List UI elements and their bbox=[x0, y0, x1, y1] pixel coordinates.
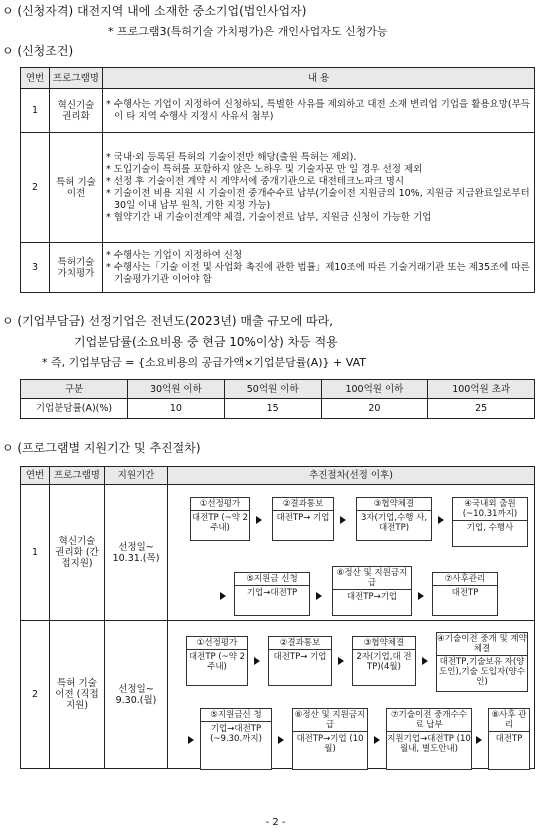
proc-row-no: 2 bbox=[21, 621, 50, 769]
burden-cell: 10 bbox=[128, 399, 225, 419]
proc-row-program: 특허 기술이전 (직접지원) bbox=[50, 621, 105, 769]
flow-step bbox=[332, 566, 412, 616]
flow-step bbox=[356, 497, 432, 541]
condition-item: * 기술이전 비용 지원 시 기술이전 중개수수료 납부(기술이전 지원금의 10%, 지원금 지급완료일로부터 30일 이내 납부 원칙, 기한 지정 가능) bbox=[106, 187, 530, 211]
flow-step-title: ⑦기술이전 중개수수료 납부 bbox=[387, 709, 471, 732]
flow-step bbox=[292, 708, 368, 770]
burden-line-2: 기업분담률(소요비용 중 현금 10%이상) 차등 적용 bbox=[74, 335, 338, 349]
proc-header-program: 프로그램명 bbox=[50, 467, 105, 485]
proc-row-program: 혁신기술 권리화 (간접지원) bbox=[50, 485, 105, 621]
flow-step-body: 대전TP,기술보유 자(양도인),기술 도입자(양수인) bbox=[439, 657, 525, 687]
burden-cell: 20 bbox=[321, 399, 428, 419]
flow-step bbox=[432, 572, 498, 616]
col-header-content: 내 용 bbox=[103, 68, 535, 89]
arrow-right-icon bbox=[338, 657, 344, 665]
eligibility-line: ㅇ (신청자격) 대전지역 내에 소재한 중소기업(법인사업자) bbox=[2, 4, 307, 18]
proc-row-no: 1 bbox=[21, 485, 50, 621]
proc-header-steps: 추진절차(선정 이후) bbox=[168, 467, 535, 485]
arrow-right-icon bbox=[316, 592, 322, 600]
row-program: 특허 기술이전 bbox=[50, 133, 103, 243]
flow-step-title: ⑥정산 및 지원금지급 bbox=[333, 567, 411, 590]
flow-step-body: 대전TP→기업 (10월) bbox=[296, 734, 364, 754]
arrow-right-icon bbox=[256, 516, 262, 524]
burden-table bbox=[20, 379, 535, 419]
proc-row-period: 선정일~ 9.30.(월) bbox=[105, 621, 168, 769]
flow-step-body: 대전TP (~약 2주내) bbox=[191, 513, 249, 533]
burden-header: 50억원 이하 bbox=[224, 380, 321, 399]
col-header-program: 프로그램명 bbox=[50, 68, 103, 89]
arrow-right-icon bbox=[278, 736, 284, 744]
flow-step bbox=[386, 708, 472, 770]
arrow-right-icon bbox=[374, 736, 380, 744]
conditions-table bbox=[20, 67, 535, 293]
conditions-heading: ㅇ (신청조건) bbox=[2, 44, 74, 58]
procedure-heading: ㅇ (프로그램별 지원기간 및 추진절차) bbox=[2, 441, 201, 455]
flow-step bbox=[452, 497, 528, 547]
flow-step-body: 대전TP (~약 2주내) bbox=[188, 652, 246, 672]
flow-step-body: 대전TP bbox=[451, 588, 479, 598]
flow-step-title: ⑦사후관리 bbox=[433, 573, 497, 586]
flow-step-title: ⑤지원금 신청 bbox=[235, 573, 309, 586]
flow-step-body: 대전TP→ 기업 bbox=[273, 652, 327, 662]
arrow-right-icon bbox=[188, 736, 194, 744]
flow-step-body: 기업, 수행사 bbox=[466, 523, 514, 533]
row-content bbox=[103, 243, 535, 293]
flow-step bbox=[186, 636, 248, 686]
flow-step-title: ⑥정산 및 지원금지급 bbox=[294, 710, 366, 730]
burden-formula: * 즉, 기업부담금 = {소요비용의 공급가액×기업분담률(A)} + VAT bbox=[42, 356, 366, 369]
arrow-right-icon bbox=[418, 592, 424, 600]
flow-step bbox=[268, 636, 332, 686]
burden-header: 구분 bbox=[21, 380, 128, 399]
arrow-right-icon bbox=[254, 657, 260, 665]
burden-header: 100억원 이하 bbox=[321, 380, 428, 399]
flow-step bbox=[234, 572, 310, 616]
condition-item: * 협약기간 내 기술이전계약 체결, 기술이전료 납부, 지원금 신청이 가능한 기업 bbox=[106, 211, 432, 223]
row-no: 2 bbox=[21, 133, 50, 243]
flow-step bbox=[488, 708, 530, 770]
proc-row-period: 선정일~ 10.31.(목) bbox=[105, 485, 168, 621]
flow-step-body: 대전TP→기업 bbox=[346, 592, 398, 602]
proc-header-period: 지원기간 bbox=[105, 467, 168, 485]
flow-step-title: ③협약체결 bbox=[357, 498, 431, 511]
flow-step-title: ①선정평가 bbox=[187, 637, 247, 650]
burden-line: ㅇ (기업부담금) 선정기업은 전년도(2023년) 매출 규모에 따라, bbox=[2, 314, 333, 328]
arrow-right-icon bbox=[476, 736, 482, 744]
flow-step-title: ②결과통보 bbox=[269, 637, 331, 650]
flow-step-title: ③협약체결 bbox=[353, 637, 415, 650]
flow-step-title: ⑤지원금신 청 bbox=[201, 709, 271, 722]
proc-header-no: 연번 bbox=[21, 467, 50, 485]
flow-step bbox=[200, 708, 272, 770]
row-content bbox=[103, 89, 535, 133]
row-content bbox=[103, 133, 535, 243]
flow-step-title: ①선정평가 bbox=[191, 498, 249, 511]
flow-step bbox=[352, 636, 416, 686]
flow-step-title: ④국내외 출원 (~10.31까지) bbox=[453, 498, 527, 521]
flow-step-body: 3자(기업,수행 사,대전TP) bbox=[360, 513, 428, 533]
flow-step bbox=[190, 497, 250, 541]
burden-cell: 기업분담률(A)(%) bbox=[21, 399, 128, 419]
row-program: 특허기술 가치평가 bbox=[50, 243, 103, 293]
row-no: 3 bbox=[21, 243, 50, 293]
arrow-right-icon bbox=[438, 516, 444, 524]
eligibility-note: * 프로그램3(특허기술 가치평가)은 개인사업자도 신청가능 bbox=[108, 25, 388, 38]
condition-item: * 수행사는 기업이 지정하여 신청하되, 특별한 사유를 제외하고 대전 소재 변리업 기업을 활용요망(부득이 타 지역 수행사 지정시 사유서 첨부) bbox=[106, 98, 530, 122]
condition-item: * 수행사는 기업이 지정하여 신청 bbox=[106, 249, 243, 261]
flow-step-body: 지원기업→대전TP (10월내, 별도안내) bbox=[387, 734, 471, 754]
row-program: 혁신기술 권리화 bbox=[50, 89, 103, 133]
burden-cell: 25 bbox=[428, 399, 535, 419]
burden-header: 100억원 초과 bbox=[428, 380, 535, 399]
condition-item: * 도입기술이 특허를 포함하지 않은 노하우 및 기술자문 만 일 경우 선정 제외 bbox=[106, 163, 423, 175]
burden-header: 30억원 이하 bbox=[128, 380, 225, 399]
arrow-right-icon bbox=[340, 516, 346, 524]
condition-item: * 수행사는「기술 이전 및 사업화 촉진에 관한 법률」제10조에 따른 기술거래기관 또는 제35조에 따른 기술평가기관 이어야 함 bbox=[106, 261, 530, 285]
condition-item: * 국내·외 등록된 특허의 기술이전만 해당(출원 특허는 제외). bbox=[106, 151, 357, 163]
flow-step bbox=[272, 497, 334, 541]
condition-item: * 선정 후 기술이전 계약 시 계약서에 중개기관으로 대전테크노파크 명시 bbox=[106, 175, 405, 187]
col-header-no: 연번 bbox=[21, 68, 50, 89]
arrow-right-icon bbox=[422, 657, 428, 665]
flow-step-body: 기업→대전TP bbox=[246, 588, 298, 598]
flow-step bbox=[436, 632, 528, 692]
flow-step-body: 기업→대전TP (~9.30.까지) bbox=[210, 724, 262, 744]
flow-step-title: ④기술이전 중개 및 계약체결 bbox=[437, 634, 527, 654]
burden-cell: 15 bbox=[224, 399, 321, 419]
flow-step-body: 대전TP→ 기업 bbox=[276, 513, 330, 523]
flow-step-body: 2자(기업,대 전TP)(4월) bbox=[356, 652, 412, 672]
flow-step-title: ②결과통보 bbox=[273, 498, 333, 511]
arrow-right-icon bbox=[220, 592, 226, 600]
flow-step-title: ⑧사후 관리 bbox=[489, 709, 529, 732]
flow-step-body: 대전TP bbox=[495, 734, 523, 744]
page-number: - 2 - bbox=[265, 817, 286, 828]
row-no: 1 bbox=[21, 89, 50, 133]
